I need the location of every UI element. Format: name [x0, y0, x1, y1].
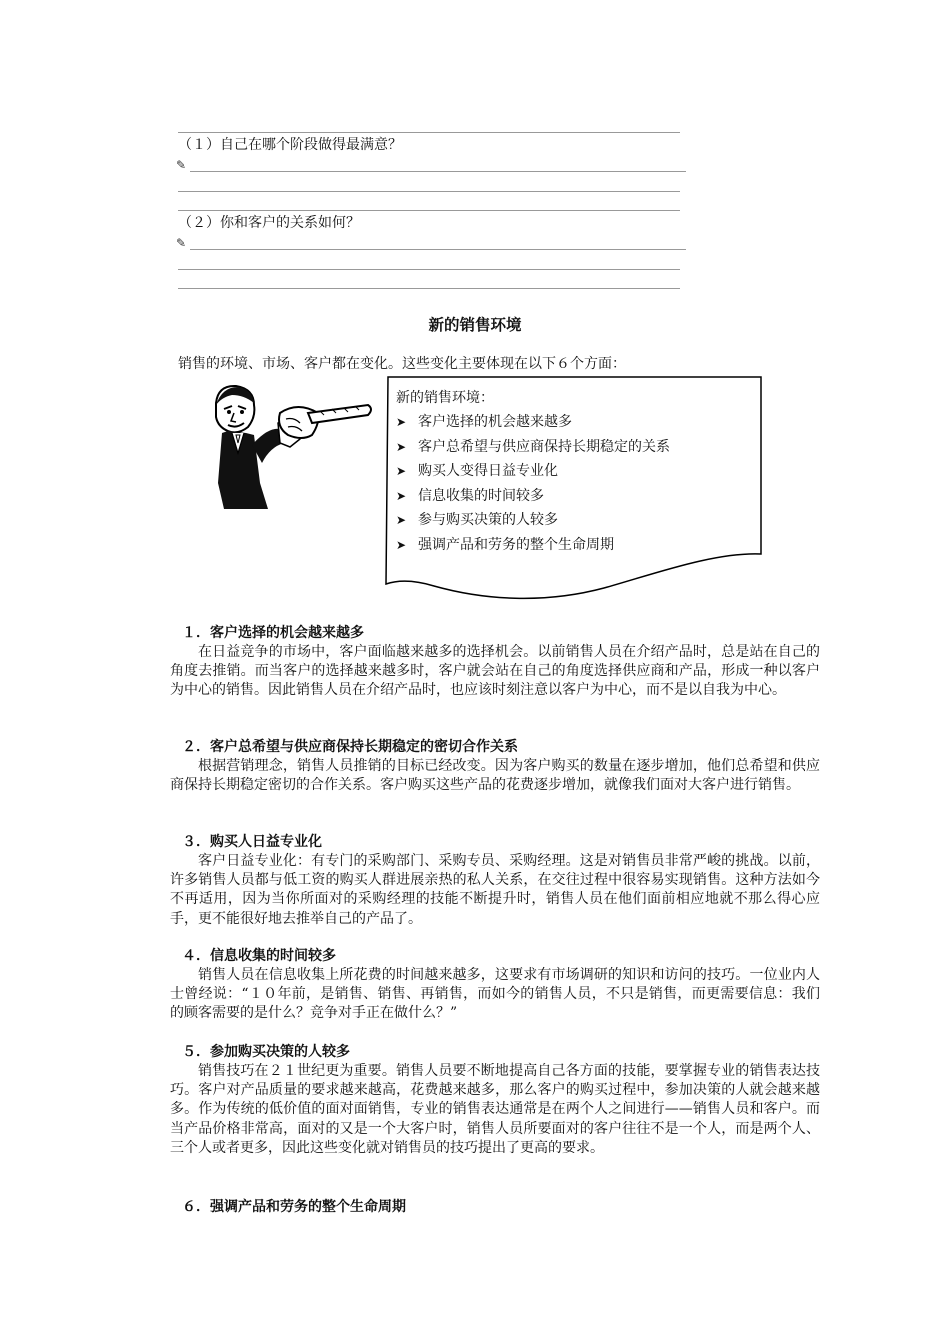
question-2: （２）你和客户的关系如何？ — [178, 215, 360, 231]
intro-text: 销售的环境、市场、客户都在变化。这些变化主要体现在以下６个方面： — [178, 356, 626, 372]
section-body: 销售技巧在２１世纪更为重要。销售人员要不断地提高自己各方面的技能，要掌握专业的销售表达技巧。客户对产品质量的要求越来越高，花费越来越多，那么客户的购买过程中，参加决策的人就会越来越多。作为传统的低价值的面对面销售，专业的销售表达通常是在两个人之间进行——销售人员和客户。而当产品价格非常高，面对的又是一个大客户时，销售人员所要面对的客户往往不是一个人，而是两个人、三个人或者更多，因此这些变化就对销售员的技巧提出了更高的要求。 — [170, 1063, 820, 1156]
section-heading: ３．购买人日益专业化 — [182, 834, 322, 850]
page-title: 新的销售环境 — [428, 316, 522, 334]
section-4 — [170, 947, 820, 1024]
callout-item: ➤ 强调产品和劳务的整个生命周期 — [396, 533, 756, 558]
arrow-bullet-icon: ➤ — [396, 415, 407, 429]
section-5 — [170, 1043, 820, 1158]
section-body: 在日益竞争的市场中，客户面临越来越多的选择机会。以前销售人员在介绍产品时，总是站在自己的角度去推销。而当客户的选择越来越多时，客户就会站在自己的角度选择供应商和产品，形成一种以客户为中心的销售。因此销售人员在介绍产品时，也应该时刻注意以客户为中心，而不是以自我为中心。 — [170, 644, 820, 699]
section-body: 根据营销理念，销售人员推销的目标已经改变。因为客户购买的数量在逐步增加，他们总希望和供应商保持长期稳定密切的合作关系。客户购买这些产品的花费逐步增加，就像我们面对大客户进行销售。 — [170, 758, 820, 794]
pen-icon: ✎ — [176, 236, 187, 250]
section-heading: １．客户选择的机会越来越多 — [182, 625, 364, 641]
answer-line[interactable] — [178, 269, 680, 270]
arrow-bullet-icon: ➤ — [396, 439, 407, 454]
question-1: （１）自己在哪个阶段做得最满意？ — [178, 137, 402, 153]
callout-item: ➤ 信息收集的时间较多 — [396, 484, 756, 509]
answer-line[interactable] — [190, 171, 686, 172]
callout-item: ➤ 参与购买决策的人较多 — [396, 508, 756, 533]
pointing-man-illustration — [208, 383, 378, 513]
arrow-bullet-icon: ➤ — [396, 464, 407, 478]
section-heading: ４．信息收集的时间较多 — [182, 948, 336, 964]
callout-item: ➤ 客户总希望与供应商保持长期稳定的关系 — [396, 435, 756, 460]
arrow-bullet-icon: ➤ — [396, 537, 407, 552]
arrow-bullet-icon: ➤ — [396, 513, 407, 527]
section-heading: ２．客户总希望与供应商保持长期稳定的密切合作关系 — [182, 739, 518, 755]
section-3 — [170, 833, 820, 929]
callout-box — [396, 386, 756, 557]
callout-title: 新的销售环境： — [396, 390, 494, 406]
answer-line[interactable] — [178, 210, 680, 211]
section-6 — [170, 1198, 820, 1217]
section-2 — [170, 738, 820, 795]
section-heading: ５．参加购买决策的人较多 — [182, 1044, 350, 1060]
answer-line[interactable] — [190, 249, 686, 250]
section-body: 销售人员在信息收集上所花费的时间越来越多，这要求有市场调研的知识和访问的技巧。一位业内人士曾经说：“１０年前，是销售、销售、再销售，而如今的销售人员，不只是销售，而更需要信息：我们的顾客需要的是什么？竞争对手正在做什么？” — [170, 967, 820, 1022]
callout-item: ➤ 购买人变得日益专业化 — [396, 459, 756, 484]
answer-line — [178, 132, 680, 133]
callout-item: ➤ 客户选择的机会越来越多 — [396, 410, 756, 435]
section-body: 客户日益专业化：有专门的采购部门、采购专员、采购经理。这是对销售员非常严峻的挑战。以前，许多销售人员都与低工资的购买人群进展亲热的私人关系，在交往过程中很容易实现销售。这种方法如今不再适用，因为当你所面对的采购经理的技能不断提升时，销售人员在他们面前相应地就不那么得心应手，更不能很好地去推举自己的产品了。 — [170, 853, 820, 927]
answer-line[interactable] — [178, 191, 680, 192]
section-1 — [170, 624, 820, 701]
answer-line[interactable] — [178, 288, 680, 289]
pen-icon: ✎ — [176, 158, 187, 172]
section-heading: ６．强调产品和劳务的整个生命周期 — [182, 1199, 406, 1215]
arrow-bullet-icon: ➤ — [396, 488, 407, 503]
